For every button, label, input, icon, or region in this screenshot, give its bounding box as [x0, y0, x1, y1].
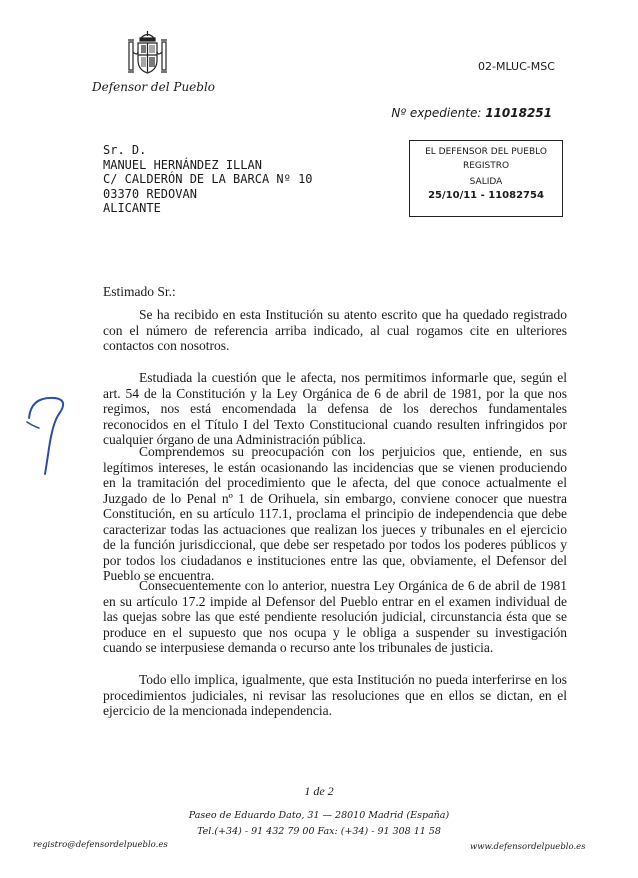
expediente-label: Nº expediente:	[391, 106, 482, 120]
reference-code: 02-MLUC-MSC	[478, 60, 555, 73]
address-line: MANUEL HERNÁNDEZ ILLAN	[103, 157, 262, 172]
registry-stamp	[409, 140, 563, 217]
stamp-registry: REGISTRO	[462, 161, 510, 171]
handwritten-mark-icon	[25, 388, 80, 478]
coat-of-arms-icon	[125, 30, 170, 80]
stamp-institution: EL DEFENSOR DEL PUEBLO	[425, 147, 547, 157]
expediente-value: 11018251	[485, 106, 552, 120]
body-paragraph: Se ha recibido en esta Institución su atento escrito que ha quedado registrado con el número de referencia arriba indicado, al cual rogamos cite en ulteriores contactos con nosotros.	[103, 307, 567, 353]
recipient-address	[103, 143, 313, 216]
footer-address-line: Paseo de Eduardo Dato, 31 — 28010 Madrid (España)	[188, 810, 450, 821]
stamp-type: SALIDA	[469, 177, 503, 187]
stamp-date-number: 25/10/11 - 11082754	[428, 190, 544, 201]
body-paragraph: Consecuentemente con lo anterior, nuestra Ley Orgánica de 6 de abril de 1981 en su artículo 17.2 impide al Defensor del Pueblo entrar en el examen individual de las quejas sobre las que esté pendiente resolución judicial, circunstancia ésta que se produce en el supuesto que nos ocupa y le obliga a suspender su investigación cuando se interpusiese demanda o recurso ante los tribunales de justicia.	[103, 578, 567, 655]
body-paragraph: Estudiada la cuestión que le afecta, nos permitimos informarle que, según el art. 54 de la Constitución y la Ley Orgánica de 6 de abril de 1981, por la que nos regimos, nos está encomendada la defensa de los derechos fundamentales reconocidos en el Título I del Texto Constitucional cuando resulten infringidos por cualquier órgano de una Administración pública.	[103, 370, 567, 447]
address-line: ALICANTE	[103, 201, 161, 215]
address-line: 03370 REDOVAN	[103, 186, 197, 201]
greeting: Estimado Sr.:	[103, 284, 176, 299]
expediente-number	[391, 106, 552, 120]
address-line: C/ CALDERÓN DE LA BARCA Nº 10	[103, 172, 313, 186]
body-paragraph: Comprendemos su preocupación con los perjuicios que, entiende, en sus legítimos intereses, le están ocasionando las incidencias que se vienen produciendo en la tramitación del procedimiento que le afecta, del que conoce actualmente el Juzgado de lo Penal nº 1 de Orihuela, sin embargo, conviene conocer que nuestra Constitución, en su artículo 117.1, proclama el principio de independencia que debe caracterizar todas las actuaciones que realizan los jueces y tribunales en el ejercicio de la función jurisdiccional, que debe ser respetado por todos los poderes públicos y por todos los ciudadanos e instituciones entre las que, obviamente, el Defensor del Pueblo se encuentra.	[103, 444, 567, 583]
institution-logo-text: Defensor del Pueblo	[92, 80, 216, 94]
address-line: Sr. D.	[103, 143, 147, 157]
footer-address	[0, 808, 638, 840]
footer-website: www.defensordelpueblo.es	[470, 842, 586, 852]
footer-email: registro@defensordelpueblo.es	[33, 840, 168, 850]
page-number: 1 de 2	[304, 784, 334, 798]
footer-phone-line: Tel.(+34) - 91 432 79 00 Fax: (+34) - 91 308 11 58	[197, 826, 441, 837]
body-paragraph: Todo ello implica, igualmente, que esta Institución no pueda interferirse en los procedimientos judiciales, ni revisar las resoluciones que en ellos se dictan, en el ejercicio de la mencionada independencia.	[103, 672, 567, 718]
